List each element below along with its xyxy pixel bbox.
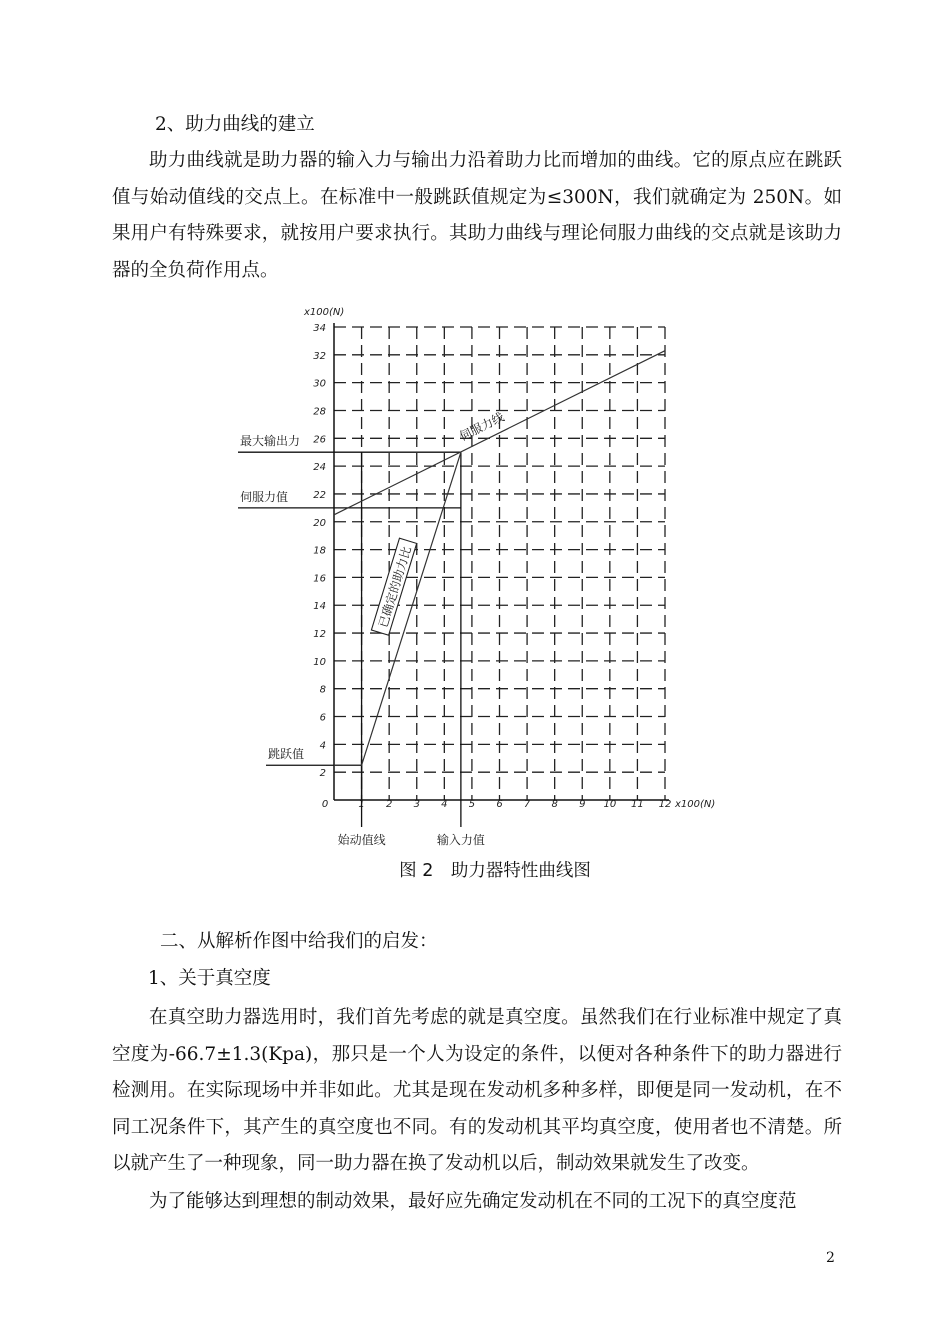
- x-tick-label: 10: [603, 799, 617, 810]
- chart-grid: [334, 327, 665, 800]
- reference-label-2: 伺服力值: [240, 489, 289, 504]
- y-tick-label: 10: [313, 656, 326, 668]
- x-tick-label: 1: [358, 799, 365, 810]
- figure-caption: 图 2 助力器特性曲线图: [399, 861, 591, 881]
- chart-axes: [334, 323, 669, 800]
- paragraph-boost-curve: 助力曲线就是助力器的输入力与输出力沿着助力比而增加的曲线。它的原点应在跳跃值与始动值线的交点上。在标准中一般跳跃值规定为≤300N，我们就确定为 250N。如果用户有特殊要求，就按用户要求执行。其助力曲线与理论伺服力曲线的交点就是该助力器的全负荷作用点。: [112, 150, 842, 281]
- y-tick-label: 26: [313, 434, 326, 446]
- x-tick-label: 11: [631, 799, 644, 810]
- boost-characteristic-chart: [0, 300, 950, 860]
- x-tick-label: 12: [658, 799, 672, 810]
- annotation-servo-line: 伺服力线: [457, 409, 507, 444]
- section-heading-boost-curve: 2、助力曲线的建立: [155, 114, 315, 135]
- y-tick-label: 24: [313, 462, 326, 474]
- series-line-2: [334, 452, 461, 765]
- reference-label-vertical-2: 输入力值: [436, 833, 485, 847]
- x-tick-label: 4: [441, 799, 448, 810]
- y-tick-label: 18: [313, 545, 326, 557]
- y-tick-label: 32: [313, 350, 326, 362]
- y-tick-label: 14: [313, 601, 326, 613]
- y-tick-label: 20: [313, 517, 326, 529]
- x-tick-label: 0: [321, 799, 329, 810]
- y-tick-label: 6: [319, 712, 326, 724]
- x-tick-label: 8: [551, 799, 558, 810]
- y-tick-label: 4: [319, 740, 326, 752]
- y-tick-label: 34: [313, 323, 326, 334]
- reference-label-vertical-1: 始动值线: [337, 833, 386, 847]
- y-tick-label: 30: [313, 378, 326, 390]
- x-tick-label: 7: [523, 799, 531, 810]
- y-tick-label: 16: [313, 573, 326, 585]
- y-tick-label: 22: [313, 489, 326, 501]
- x-tick-label: 3: [413, 799, 420, 810]
- y-unit-label: x100(N): [304, 307, 345, 318]
- x-tick-label: 2: [385, 799, 393, 810]
- y-tick-label: 28: [313, 406, 326, 418]
- subheading-vacuum: 1、关于真空度: [148, 968, 271, 989]
- page-number: 2: [826, 1250, 835, 1266]
- paragraph-vacuum-2: 为了能够达到理想的制动效果，最好应先确定发动机在不同的工况下的真空度范: [149, 1191, 797, 1212]
- chart-labels: [240, 409, 506, 847]
- reference-label-1: 最大输出力: [240, 434, 301, 449]
- reference-label-3: 跳跃值: [268, 747, 305, 762]
- x-tick-label: 9: [579, 799, 586, 810]
- x-tick-label: 5: [468, 799, 476, 810]
- reference-lines: [238, 452, 461, 827]
- section-heading-insights: 二、从解析作图中给我们的启发：: [160, 931, 438, 952]
- annotation-boost-ratio-text: 已确定的助力比: [376, 544, 414, 630]
- y-tick-labels: [303, 307, 344, 779]
- annotation-boost-ratio: [371, 538, 416, 635]
- y-tick-label: 8: [319, 684, 326, 696]
- y-tick-label: 12: [313, 629, 326, 641]
- x-unit-label: x100(N): [675, 799, 716, 810]
- x-tick-label: 6: [496, 799, 503, 810]
- y-tick-label: 2: [319, 768, 326, 780]
- paragraph-vacuum-1: 在真空助力器选用时，我们首先考虑的就是真空度。虽然我们在行业标准中规定了真空度为-66.7±1.3(Kpa)，那只是一个人为设定的条件，以便对各种条件下的助力器进行检测用。在实际现场中并非如此。尤其是现在发动机多种多样，即便是同一发动机，在不同工况条件下，其产生的真空度也不同。有的发动机其平均真空度，使用者也不清楚。所以就产生了一种现象，同一助力器在换了发动机以后，制动效果就发生了改变。: [112, 1007, 842, 1174]
